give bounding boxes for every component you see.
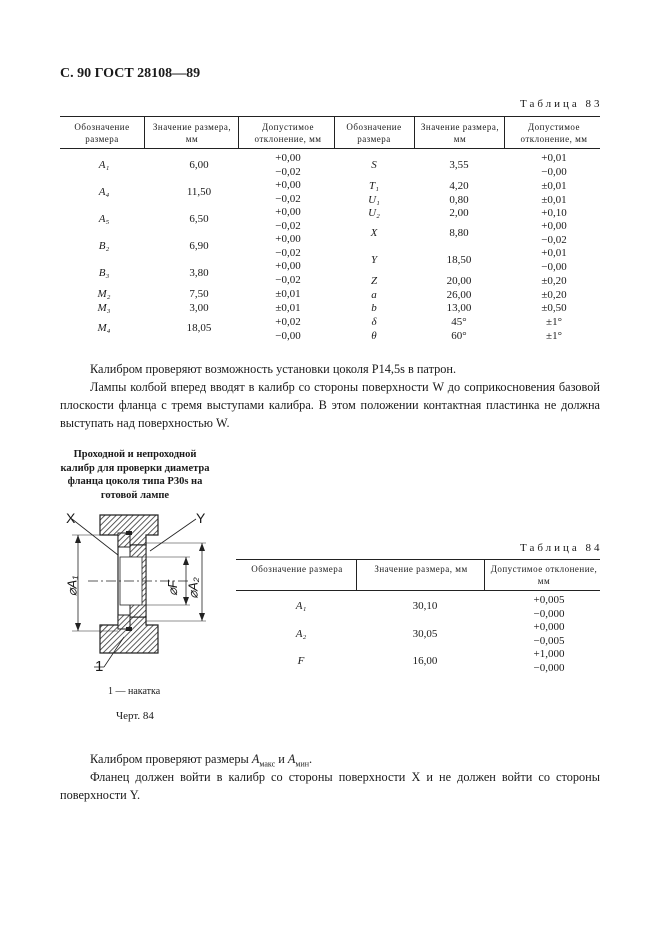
table-row-symbol: S [371, 159, 377, 171]
table-row-deviation: +0,000 [533, 621, 565, 633]
table-row-symbol: A₁ [98, 159, 110, 171]
table-row-symbol: Z [370, 275, 378, 287]
paragraph-text: . [309, 752, 313, 766]
table-83-header-symbol: Обозначение размера [74, 122, 130, 144]
table-row-deviation: +0,02 [275, 316, 301, 328]
table-row-value: 0,80 [449, 194, 469, 206]
table-row-symbol: A₂ [295, 628, 307, 640]
table-row-value: 18,05 [186, 322, 212, 334]
table-84-col-divider [484, 559, 485, 590]
table-row-deviation: ±1° [546, 316, 562, 328]
table-row-value: 13,00 [446, 302, 472, 314]
table-83-header-deviation: Допустимое отклонение, мм [254, 122, 322, 144]
dimension-a2-label: ⌀A₂ [185, 577, 201, 599]
paragraph-text: и [275, 752, 288, 766]
paragraph: Калибром проверяют возможность установки цоколя P14,5s в патрон. [90, 362, 457, 376]
table-row-value: 6,00 [189, 159, 209, 171]
table-row-symbol: θ [371, 330, 377, 342]
table-row-symbol: b [371, 302, 377, 314]
table-row-deviation: ±0,01 [541, 194, 567, 206]
table-row-deviation: ±1° [546, 330, 562, 342]
table-row-deviation: +1,000 [533, 648, 565, 660]
table-row-value: 16,00 [412, 655, 438, 667]
table-row-symbol: U₁ [368, 194, 380, 206]
figure-caption: Черт. 84 [116, 710, 154, 722]
figure-title: Проходной и непроходной калибр для проверки диаметра фланца цоколя типа P30s на готовой лампе [60, 449, 210, 501]
table-row-value: 60° [451, 330, 467, 342]
surface-x-label: X [66, 510, 76, 526]
table-row-value: 7,50 [189, 288, 209, 300]
table-row-value: 18,50 [446, 254, 472, 266]
symbol: A [251, 752, 260, 766]
table-row-deviation: −0,005 [533, 635, 565, 647]
table-row-deviation: −0,02 [275, 166, 301, 178]
table-83-header-symbol-2: Обозначение размера [346, 122, 402, 144]
table-84-header-value: Значение размера, мм [374, 564, 468, 574]
table-row-value: 4,20 [449, 180, 469, 192]
table-row-value: 2,00 [449, 207, 469, 219]
callout-label: 1 [95, 658, 104, 675]
table-row-deviation: +0,01 [541, 152, 567, 164]
table-row-value: 30,10 [412, 600, 438, 612]
table-83-col-divider [414, 116, 415, 148]
figure-legend: 1 — накатка [108, 686, 161, 697]
dimension-a1-label: ⌀A₁ [64, 575, 80, 597]
paragraph-text: Калибром проверяют размеры [90, 752, 252, 766]
table-row-deviation: +0,00 [275, 179, 301, 191]
table-row-deviation: −0,02 [275, 220, 301, 232]
table-row-symbol: M₃ [97, 302, 111, 314]
table-84-caption: Таблица 84 [520, 542, 603, 554]
table-83-header-rule [60, 148, 600, 149]
table-row-symbol: Y [370, 254, 378, 266]
table-row-value: 11,50 [186, 186, 212, 198]
table-row-deviation: ±0,50 [541, 302, 567, 314]
table-row-deviation: ±0,20 [541, 289, 567, 301]
table-row-deviation: −0,02 [275, 274, 301, 286]
table-83-top-rule [60, 116, 600, 117]
table-row-value: 20,00 [446, 275, 472, 287]
table-row-deviation: −0,00 [541, 261, 567, 273]
table-row-deviation: +0,00 [275, 260, 301, 272]
table-83-caption: Таблица 83 [520, 98, 603, 110]
table-row-symbol: δ [371, 316, 377, 328]
table-row-deviation: +0,01 [541, 247, 567, 259]
table-row-value: 3,80 [189, 267, 209, 279]
surface-y-label: Y [196, 510, 206, 526]
table-row-symbol: A₁ [295, 600, 307, 612]
table-84-col-divider [356, 559, 357, 590]
table-83-col-divider [504, 116, 505, 148]
paragraph: Лампы колбой вперед вводят в калибр со стороны поверхности W до соприкосновения базовой плоскости фланца с тремя выступами калибра. В этом положении контактная пластинка не должна выступать над поверхностью W. [60, 380, 600, 430]
table-row-symbol: B₂ [98, 240, 110, 252]
symbol: A [287, 752, 296, 766]
table-83-col-divider [238, 116, 239, 148]
table-row-symbol: a [371, 289, 377, 301]
table-row-deviation: −0,000 [533, 608, 565, 620]
table-84-header-rule [236, 590, 600, 591]
table-row-deviation: +0,005 [533, 594, 565, 606]
table-83-header-value: Значение размера, мм [152, 122, 232, 144]
table-row-deviation: +0,00 [275, 152, 301, 164]
table-row-deviation: +0,10 [541, 207, 567, 219]
table-row-symbol: M₄ [97, 322, 111, 334]
table-row-value: 3,00 [189, 302, 209, 314]
paragraph: Фланец должен войти в калибр со стороны поверхности X и не должен войти со стороны поверхности Y. [60, 770, 600, 802]
table-row-symbol: M₂ [97, 288, 111, 300]
subscript: макс [259, 759, 276, 769]
table-row-symbol: B₃ [98, 267, 110, 279]
table-83-col-divider [144, 116, 145, 148]
table-row-symbol: F [297, 655, 305, 667]
table-row-deviation: −0,00 [275, 330, 301, 342]
table-row-value: 8,80 [449, 227, 469, 239]
table-row-deviation: ±0,01 [275, 302, 301, 314]
table-row-deviation: +0,00 [541, 220, 567, 232]
table-row-value: 26,00 [446, 289, 472, 301]
table-row-symbol: U₂ [368, 207, 380, 219]
table-row-deviation: ±0,01 [275, 288, 301, 300]
table-83-header-value-2: Значение размера, мм [420, 122, 500, 144]
dimension-f-label: ⌀F [164, 580, 180, 596]
table-row-deviation: ±0,20 [541, 275, 567, 287]
table-row-deviation: −0,02 [275, 193, 301, 205]
table-row-deviation: +0,00 [275, 206, 301, 218]
table-row-symbol: X [370, 227, 378, 239]
table-row-value: 6,90 [189, 240, 209, 252]
table-row-value: 3,55 [449, 159, 469, 171]
table-row-symbol: A₄ [98, 186, 110, 198]
table-83-header-deviation-2: Допустимое отклонение, мм [520, 122, 588, 144]
page-header: С. 90 ГОСТ 28108—89 [60, 66, 201, 81]
table-84-top-rule [236, 559, 600, 560]
table-row-value: 45° [451, 316, 467, 328]
table-row-value: 6,50 [189, 213, 209, 225]
table-83-col-divider [334, 116, 335, 148]
table-row-deviation: −0,02 [275, 247, 301, 259]
table-row-symbol: T₁ [369, 180, 379, 192]
table-row-deviation: −0,02 [541, 234, 567, 246]
table-row-value: 30,05 [412, 628, 438, 640]
table-row-deviation: +0,00 [275, 233, 301, 245]
table-84-header-deviation: Допустимое отклонение, мм [490, 564, 598, 586]
table-row-deviation: −0,00 [541, 166, 567, 178]
table-row-deviation: −0,000 [533, 662, 565, 674]
subscript: мин [295, 759, 310, 769]
table-84-header-symbol: Обозначение размера [251, 564, 343, 574]
table-row-deviation: ±0,01 [541, 180, 567, 192]
table-row-symbol: A₅ [98, 213, 110, 225]
